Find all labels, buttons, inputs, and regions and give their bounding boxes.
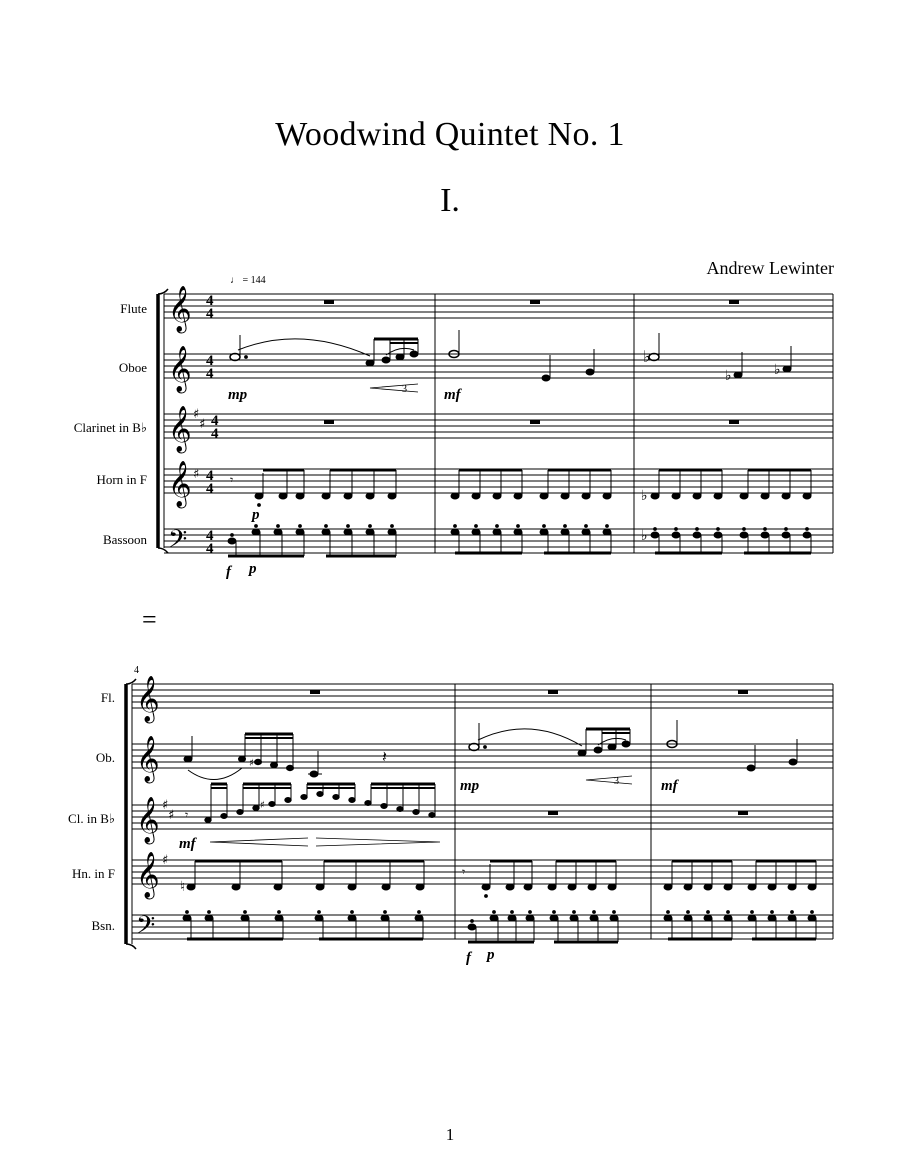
label-clarinet: Clarinet in B♭ [73,420,147,435]
svg-text:4: 4 [211,413,219,429]
dynamic-p-bassoon: p [249,561,257,577]
label-flute: Flute [120,301,147,316]
svg-text:♭: ♭ [641,528,648,544]
svg-text:4: 4 [206,353,214,369]
svg-text:𝄞: 𝄞 [136,676,160,722]
label-ob: Ob. [95,750,115,765]
system-2 [68,665,833,966]
dynamic-f-bassoon: f [226,564,231,580]
dynamic-mf-m6: mf [661,778,678,794]
svg-text:♮: ♮ [180,879,186,895]
svg-text:♯: ♯ [162,798,169,813]
svg-text:♭: ♭ [725,368,732,384]
svg-text:♯: ♯ [168,808,175,823]
svg-text:𝄢: 𝄢 [168,525,188,560]
svg-text:4: 4 [206,528,214,544]
svg-text:♭: ♭ [774,362,781,378]
svg-text:4: 4 [206,293,214,309]
svg-text:𝄞: 𝄞 [168,286,192,332]
svg-text:♭: ♭ [643,347,651,366]
system-1 [74,275,833,580]
svg-text:𝄾: 𝄾 [230,473,234,487]
label-bassoon: Bassoon [102,532,147,547]
svg-text:𝄽: 𝄽 [382,747,387,766]
svg-text:4: 4 [206,366,214,382]
svg-text:♯: ♯ [162,853,169,868]
composer-name: Andrew Lewinter [706,258,834,278]
dynamic-p-horn: p [252,507,260,523]
svg-text:𝄞: 𝄞 [136,852,160,898]
measure-number: 4 [134,665,139,676]
svg-text:♯: ♯ [249,758,254,769]
label-hn: Hn. in F [72,866,115,881]
svg-text:4: 4 [211,426,219,442]
svg-text:♯: ♯ [199,417,206,432]
svg-text:𝄞: 𝄞 [136,736,160,782]
svg-text:♯: ♯ [193,407,200,422]
page-number: 1 [445,1125,455,1144]
label-horn: Horn in F [96,472,147,487]
label-fl: Fl. [100,690,115,705]
svg-text:𝄢: 𝄢 [136,911,156,946]
tempo-marking: ♩ = 144 [230,275,266,286]
svg-text:4: 4 [206,481,214,497]
svg-text:𝄾: 𝄾 [462,865,466,879]
svg-text:𝄾: 𝄾 [185,808,189,822]
label-cl: Cl. in B♭ [68,811,115,826]
tuplet-3-m5: 3 [614,776,619,787]
svg-text:𝄞: 𝄞 [136,797,160,843]
svg-text:♯: ♯ [193,467,200,482]
dynamic-p-m5: p [487,947,495,963]
svg-text:4: 4 [206,541,214,557]
dynamic-mf: mf [444,387,461,403]
svg-text:𝄞: 𝄞 [168,461,192,507]
svg-text:𝄞: 𝄞 [168,406,192,452]
system-separator: = [142,605,157,634]
label-bsn: Bsn. [91,918,115,933]
score-title: Woodwind Quintet No. 1 [275,116,625,153]
dynamic-f-m5: f [466,950,471,966]
tuplet-3: 3 [402,384,407,395]
svg-text:4: 4 [206,468,214,484]
svg-text:♭: ♭ [641,488,648,504]
dynamic-mp-m5: mp [460,778,480,794]
svg-text:𝄞: 𝄞 [168,346,192,392]
svg-text:♯: ♯ [260,800,265,811]
dynamic-mf-clarinet: mf [179,836,196,852]
dynamic-mp: mp [228,387,248,403]
label-oboe: Oboe [118,360,147,375]
svg-text:4: 4 [206,306,214,322]
movement-title: I. [440,182,460,219]
